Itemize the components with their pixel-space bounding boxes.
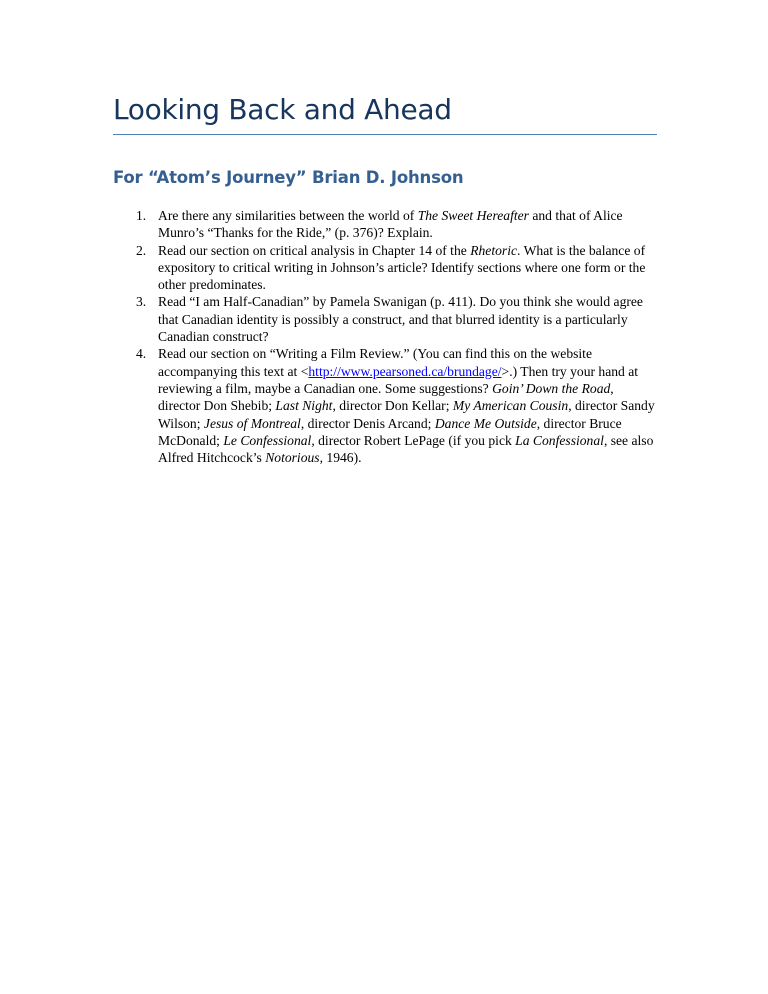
italic-title: My American Cousin xyxy=(452,398,569,414)
title-underline-rule xyxy=(113,134,657,135)
list-item-number: 1. xyxy=(136,208,147,223)
question-text: , director Denis Arcand; xyxy=(300,415,435,431)
question-text: , director Robert LePage (if you pick xyxy=(311,432,516,448)
italic-title: Notorious xyxy=(265,450,320,466)
italic-title: Rhetoric xyxy=(470,242,518,258)
list-item xyxy=(118,293,658,345)
italic-title: Jesus of Montreal xyxy=(203,415,301,431)
question-text: , director Bruce McDonald; xyxy=(158,415,622,448)
italic-title: Last Night xyxy=(275,398,333,414)
list-item-number: 4. xyxy=(136,346,147,362)
section-subtitle: For “Atom’s Journey” Brian D. Johnson xyxy=(113,168,464,187)
question-list xyxy=(118,207,658,466)
question-text: , 1946). xyxy=(319,450,362,466)
list-item xyxy=(118,242,658,294)
italic-title: Le Confessional xyxy=(223,432,312,448)
list-item-number: 3. xyxy=(136,294,147,310)
list-item-number: 2. xyxy=(136,242,147,258)
italic-title: La Confessional xyxy=(515,432,604,448)
question-text: Read our section on “Writing a Film Review.” (You can find this on the website accompanying this text at < xyxy=(158,346,592,379)
question-text: and that of Alice Munro’s “Thanks for the Ride,” (p. 376)? Explain. xyxy=(158,208,623,241)
question-text: Read our section on critical analysis in Chapter 14 of the xyxy=(158,242,471,258)
page-title: Looking Back and Ahead xyxy=(113,93,452,126)
question-text: >.) Then try your hand at reviewing a film, maybe a Canadian one. Some suggestions? xyxy=(158,363,639,396)
website-link[interactable]: http://www.pearsoned.ca/brundage/ xyxy=(308,363,502,379)
question-text: , director Don Kellar; xyxy=(332,398,453,414)
italic-title: Goin’ Down the Road xyxy=(492,380,611,396)
question-text: , see also Alfred Hitchcock’s xyxy=(158,432,654,466)
question-text: Read “I am Half-Canadian” by Pamela Swanigan (p. 411). Do you think she would agree that Canadian identity is possibly a construct, and that blurred identity is a particularly Canadian construct? xyxy=(158,294,643,345)
question-text: , director Don Shebib; xyxy=(158,380,614,414)
italic-title: Dance Me Outside xyxy=(434,415,537,431)
italic-title: The Sweet Hereafter xyxy=(417,208,529,223)
list-item xyxy=(118,345,658,466)
question-text: . What is the balance of expository to critical writing in Johnson’s article? Identify sections where one form or the other predominates. xyxy=(158,242,646,293)
question-text: Are there any similarities between the world of xyxy=(158,208,418,223)
list-item xyxy=(118,207,658,242)
question-text: , director Sandy Wilson; xyxy=(158,398,655,431)
